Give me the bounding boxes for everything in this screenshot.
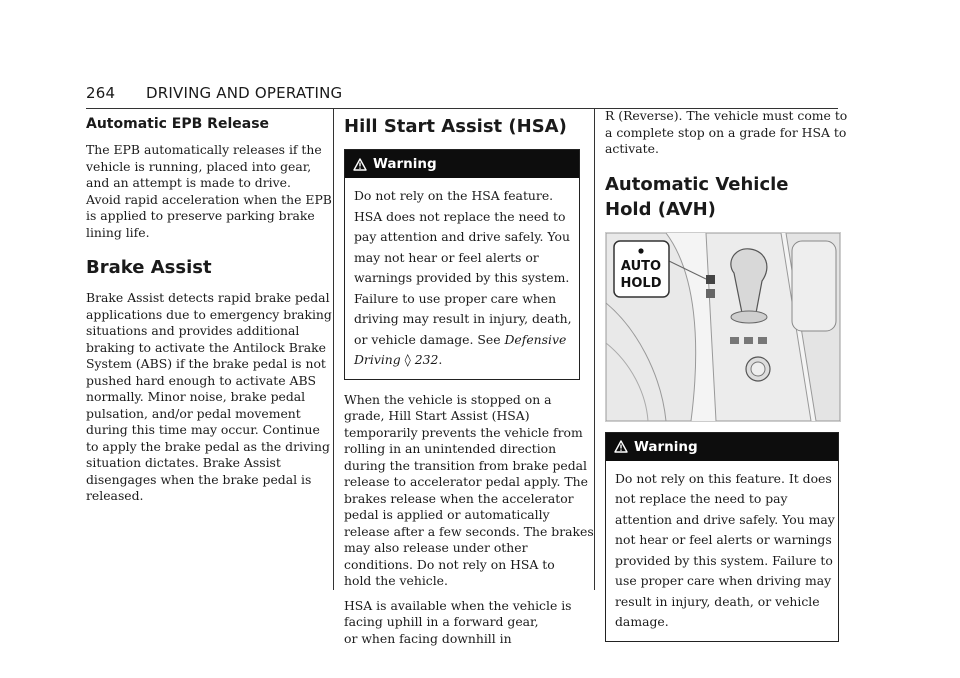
warning-triangle-icon [614,440,628,453]
epb-paragraph: The EPB automatically releases if the vehicle is running, placed into gear, and an attempt is made to drive. Avoid rapid acceleration when the EPB is applied to preserve parking brake lining life. [86,142,332,240]
column-2 [344,108,594,655]
column-divider [594,108,595,590]
auto-label: AUTO [620,258,662,274]
hsa-paragraph-1: When the vehicle is stopped on a grade, Hill Start Assist (HSA) temporarily prevents the vehicle from rolling in an unintended direction during the transition from brake pedal release to accelerator pedal apply. The brakes release when the accelerator pedal is applied or automatically release after a few seconds. The brakes may also release under other conditions. Do not rely on HSA to hold the vehicle. [344,391,594,588]
warning-text: Do not rely on this feature. It does not replace the need to pay attention and drive safely. You may not hear or feel alerts or warnings provided by this system. Failure to use proper care when driving may result in injury, death, or vehicle damage. [615,470,835,629]
brake-assist-heading: Brake Assist [86,257,212,278]
auto-hold-illustration [605,232,841,422]
hsa-warning-box [344,149,580,380]
page-header [86,82,838,109]
column-1 [86,108,332,513]
epb-heading: Automatic EPB Release [86,116,270,132]
hold-label: HOLD [620,275,662,291]
defensive-driving-link-cont[interactable]: Driving [354,352,401,367]
hsa-paragraph-2: HSA is available when the vehicle is facing uphill in a forward gear, or when facing downhill in [344,597,572,646]
warning-header [345,150,579,178]
hsa-heading: Hill Start Assist (HSA) [344,116,567,137]
page-ref-number[interactable]: 232 [414,352,439,367]
page-ref-icon: ◊ [404,352,411,367]
avh-heading: Automatic Vehicle Hold (AVH) [605,173,789,220]
warning-text: Do not rely on the HSA feature. HSA does not replace the need to pay attention and drive safely. You may not hear or feel alerts or warnings provided by this system. Failure to use proper care when driving may result in injury, death, or vehicle damage. See Defensive Driving ◊ 232. [354,188,572,367]
brake-assist-paragraph: Brake Assist detects rapid brake pedal applications due to emergency braking situations and provides additional braking to activate the Antilock Brake System (ABS) if the brake pedal is not pushed hard enough to activate ABS normally. Minor noise, brake pedal pulsation, and/or pedal movement during this time may occur. Continue to apply the brake pedal as the driving situation dictates. Brake Assist disengages when the brake pedal is released. [86,290,332,503]
avh-warning-box [605,432,839,642]
center-console-drawing [606,233,840,421]
warning-header [606,433,838,461]
warning-label: Warning [373,156,437,172]
page-number: 264 [86,84,116,102]
column-divider [333,108,334,590]
section-title: DRIVING AND OPERATING [146,84,343,102]
hsa-paragraph-continued: R (Reverse). The vehicle must come to a complete stop on a grade for HSA to activate. [605,108,848,156]
warning-triangle-icon [353,158,367,171]
column-3 [605,108,848,654]
defensive-driving-link[interactable]: Defensive [504,331,567,347]
warning-label: Warning [634,438,698,455]
